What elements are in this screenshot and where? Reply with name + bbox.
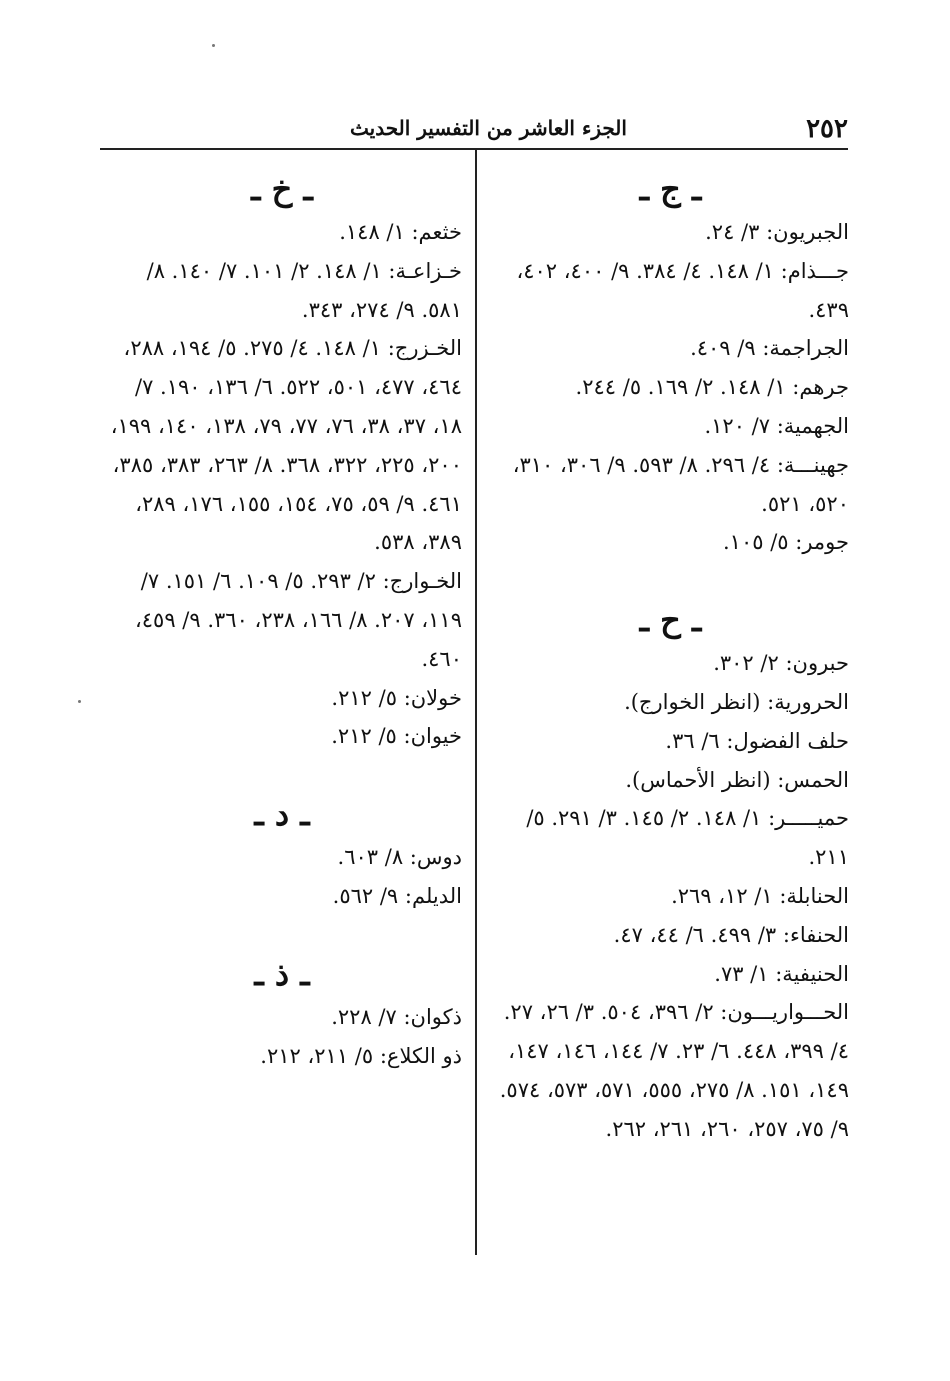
entry-references: ١/ ١٢، ٢٦٩. bbox=[671, 883, 773, 908]
entry-term: الخـزرج: bbox=[387, 336, 462, 361]
entry-term: الحنابلة: bbox=[779, 883, 849, 908]
entry-term: حبرون: bbox=[785, 651, 849, 676]
index-entry bbox=[102, 998, 462, 1037]
entry-references: ٥/ ١٠٥. bbox=[722, 530, 789, 555]
index-entry bbox=[102, 329, 462, 562]
index-entry bbox=[492, 446, 849, 524]
index-entry bbox=[492, 877, 849, 916]
entry-references: ٥/ ٢١٢. bbox=[331, 724, 397, 749]
index-entry bbox=[102, 679, 462, 718]
section-heading: ـ ح ـ bbox=[639, 601, 702, 640]
entry-term: الحنفاء: bbox=[782, 922, 849, 947]
index-entry bbox=[492, 993, 849, 1148]
entry-term: الحنيفية: bbox=[775, 961, 849, 986]
entry-references: ٩/ ٥٦٢. bbox=[332, 883, 399, 908]
index-entry bbox=[102, 1037, 462, 1076]
entry-term: جومر: bbox=[795, 530, 849, 555]
entry-references: ٢/ ٣٠٢. bbox=[713, 651, 779, 676]
entry-term: الجراجمة: bbox=[762, 336, 849, 361]
entry-references: ١/ ١٤٨. ٢/ ١٠١. ٧/ ١٤٠. ٨/ ٥٨١. ٩/ ٢٧٤، ٣٤٣. bbox=[146, 258, 462, 322]
index-entry bbox=[492, 368, 849, 407]
index-entry bbox=[492, 407, 849, 446]
entry-term: خـزاعـة: bbox=[388, 258, 462, 283]
entry-term: الجهمية: bbox=[776, 413, 849, 438]
entry-references: ٢/ ٣٩٦، ٥٠٤. ٣/ ٢٦، ٢٧. ٤/ ٣٩٩، ٤٤٨. ٦/ ٢٣. ٧/ ١٤٤، ١٤٦، ١٤٧، ١٤٩، ١٥١. ٨/ ٢٧٥، ٥٥٥، ٥٧١، ٥٧٣، ٥٧٤. ٩/ ٧٥، ٢٥٧، ٢٦٠، ٢٦١، ٢٦٢. bbox=[499, 1000, 849, 1141]
index-entry bbox=[492, 722, 849, 761]
section-heading: ـ خ ـ bbox=[251, 170, 313, 208]
index-entry bbox=[102, 838, 462, 877]
section-gap bbox=[102, 756, 462, 790]
entry-term: خثعم: bbox=[411, 220, 462, 244]
column-divider bbox=[475, 150, 477, 1255]
entry-references: ٥/ ٢١٢. bbox=[331, 685, 397, 710]
entry-term: الديلم: bbox=[404, 883, 462, 908]
left-column bbox=[102, 165, 462, 1075]
entry-term: الحرورية: bbox=[767, 689, 849, 714]
page-header bbox=[100, 108, 848, 150]
entry-references: ٥/ ٢١١، ٢١٢. bbox=[260, 1043, 374, 1068]
entry-term: جرهم: bbox=[792, 375, 849, 400]
index-entry bbox=[102, 252, 462, 330]
section-heading: ـ ذ ـ bbox=[254, 954, 310, 993]
entry-references: ١/ ١٤٨. ٤/ ٣٨٤. ٩/ ٤٠٠، ٤٠٢، ٤٣٩. bbox=[516, 258, 849, 322]
index-entry bbox=[102, 877, 462, 916]
section-heading: ـ ج ـ bbox=[639, 170, 702, 208]
entry-term: حميـــــر: bbox=[768, 806, 849, 831]
entry-term: الجبريون: bbox=[766, 220, 849, 244]
entry-references: ١/ ١٤٨. bbox=[339, 220, 405, 244]
entry-references: ٩/ ٤٠٩. bbox=[690, 336, 756, 361]
index-entry bbox=[492, 955, 849, 994]
entry-references: (انظر الخوارج). bbox=[624, 689, 761, 714]
entry-term: الحـــواريـــون: bbox=[720, 1000, 849, 1025]
entry-references: ١/ ١٤٨. ٢/ ١٦٩. ٥/ ٢٤٤. bbox=[575, 375, 786, 400]
entry-references: ٨/ ٦٠٣. bbox=[337, 845, 404, 870]
entry-references: ٣/ ٤٩٩. ٦/ ٤٤، ٤٧. bbox=[613, 922, 777, 947]
entry-term: الحمس: bbox=[777, 767, 849, 792]
entry-references: ١/ ١٤٨. ٢/ ١٤٥. ٣/ ٢٩١. ٥/ ٢١١. bbox=[526, 806, 849, 870]
index-entry bbox=[492, 644, 849, 683]
page-number: ٢٥٢ bbox=[806, 114, 848, 144]
entry-references: ٤/ ٢٩٦. ٨/ ٥٩٣. ٩/ ٣٠٦، ٣١٠، ٥٢٠، ٥٢١. bbox=[512, 452, 849, 516]
entry-term: ذو الكلاع: bbox=[379, 1043, 462, 1068]
entry-references: ٦/ ٣٦. bbox=[665, 728, 720, 753]
scan-speck bbox=[212, 44, 215, 47]
entry-references: ٧/ ١٢٠. bbox=[704, 413, 771, 438]
index-entry bbox=[102, 213, 462, 252]
entry-term: جـــذام: bbox=[780, 258, 849, 283]
entry-term: خولان: bbox=[403, 685, 462, 710]
index-entry bbox=[492, 799, 849, 877]
entry-references: ٣/ ٢٤. bbox=[705, 220, 760, 244]
entry-term: الخـوارج: bbox=[382, 569, 462, 594]
right-column bbox=[492, 165, 849, 1149]
entry-references: ٢/ ٢٩٣. ٥/ ١٠٩. ٦/ ١٥١. ٧/ ١١٩، ٢٠٧. ٨/ ١٦٦، ٢٣٨، ٣٦٠. ٩/ ٤٥٩، ٤٦٠. bbox=[134, 569, 462, 671]
entry-references: ١/ ٧٣. bbox=[714, 961, 769, 986]
entry-term: جهينـــة: bbox=[776, 452, 849, 477]
section-heading: ـ د ـ bbox=[254, 795, 310, 834]
index-entry bbox=[492, 213, 849, 252]
running-title: الجزء العاشر من التفسير الحديث bbox=[350, 116, 627, 140]
entry-references: ٧/ ٢٢٨. bbox=[331, 1004, 397, 1029]
entry-term: حلف الفضول: bbox=[726, 728, 849, 753]
scan-speck bbox=[78, 700, 81, 703]
index-entry bbox=[492, 329, 849, 368]
index-entry bbox=[492, 523, 849, 562]
section-gap bbox=[492, 562, 849, 596]
index-entry bbox=[492, 683, 849, 722]
index-entry bbox=[102, 562, 462, 678]
index-entry bbox=[492, 252, 849, 330]
index-entry bbox=[492, 916, 849, 955]
entry-references: ١/ ١٤٨. ٤/ ٢٧٥. ٥/ ١٩٤، ٢٨٨، ٤٦٤، ٤٧٧، ٥٠١، ٥٢٢. ٦/ ١٣٦، ١٩٠. ٧/ ١٨، ٣٧، ٣٨، ٧٦، ٧٧، ٧٩، ١٣٨، ١٤٠، ١٩٩، ٢٠٠، ٢٢٥، ٣٢٢، ٣٦٨. ٨/ ٢٦٣، ٣٨٣، ٣٨٥، ٤٦١. ٩/ ٥٩، ٧٥، ١٥٤، ١٥٥، ١٧٦، ٢٨٩، ٣٨٩، ٥٣٨. bbox=[110, 336, 462, 555]
section-gap bbox=[102, 916, 462, 950]
entry-term: ذكوان: bbox=[403, 1004, 462, 1029]
index-entry bbox=[492, 761, 849, 800]
entry-term: دوس: bbox=[409, 845, 462, 870]
entry-references: (انظر الأحماس). bbox=[625, 767, 771, 792]
index-entry bbox=[102, 717, 462, 756]
entry-term: خيوان: bbox=[403, 724, 462, 749]
